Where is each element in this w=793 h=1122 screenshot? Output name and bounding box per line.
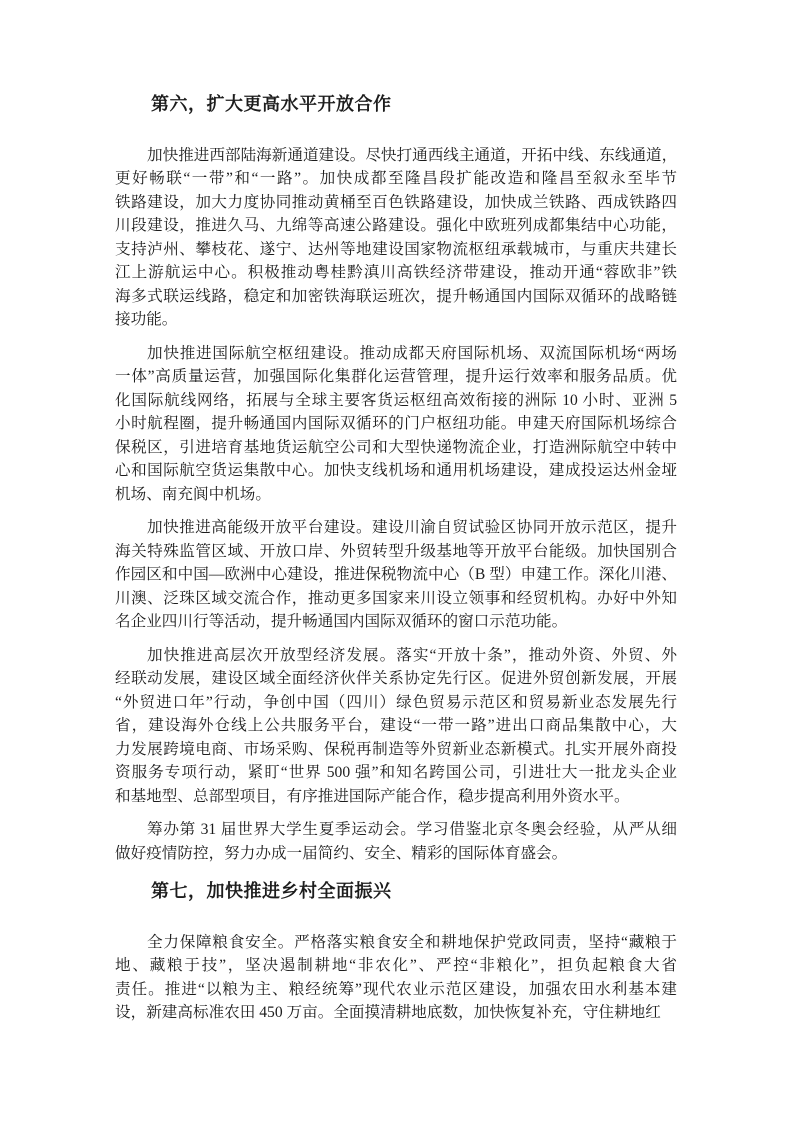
paragraph	[115, 144, 677, 332]
text-line: 全力保障粮食安全。严格落实粮食安全和耕地保护党政同责，坚持“藏粮于	[147, 933, 677, 951]
section-heading: 第六，扩大更高水平开放合作	[151, 94, 392, 114]
text-line: 铁路建设，加大力度协同推动黄桶至百色铁路建设，加快成兰铁路、西成铁路四	[115, 193, 677, 211]
text-line: 筹办第 31 届世界大学生夏季运动会。学习借鉴北京冬奥会经验，从严从细	[147, 821, 677, 838]
paragraph	[115, 931, 677, 1025]
text-line: 做好疫情防控，努力办成一届简约、安全、精彩的国际体育盛会。	[115, 844, 568, 862]
text-line: 经联动发展，建设区域全面经济伙伴关系协定先行区。促进外贸创新发展，开展	[115, 670, 677, 687]
text-line: 心和国际航空货运集散中心。加快支线机场和通用机场建设，建成投运达州金垭	[115, 462, 677, 479]
text-line: 川段建设，推进久马、九绵等高速公路建设。强化中欧班列成都集结中心功能，	[115, 217, 677, 234]
text-line: 作园区和中国—欧洲中心建设，推进保税物流中心（B 型）申建工作。深化川港、	[115, 566, 677, 583]
text-line: 加快推进高层次开放型经济发展。落实“开放十条”，推动外资、外贸、外	[147, 646, 677, 664]
text-line: 保税区，引进培育基地货运航空公司和大型快递物流企业，打造洲际航空中转中	[115, 438, 677, 456]
text-line: 支持泸州、攀枝花、遂宁、达州等地建设国家物流枢纽承载城市，与重庆共建长	[115, 240, 677, 258]
text-line: 地、藏粮于技”，坚决遏制耕地“非农化”、严控“非粮化”，担负起粮食大省	[115, 957, 677, 974]
text-line: 一体”高质量运营，加强国际化集群化运营管理，提升运行效率和服务品质。优	[115, 368, 677, 385]
text-line: 江上游航运中心。积极推动粤桂黔滇川高铁经济带建设，推动开通“蓉欧非”铁	[115, 264, 677, 281]
text-line: 加快推进西部陆海新通道建设。尽快打通西线主通道，开拓中线、东线通道，	[147, 146, 677, 164]
paragraph	[115, 342, 677, 507]
paragraph	[115, 644, 677, 809]
text-line: 和基地型、总部型项目，有序推进国际产能合作，稳步提高利用外资水平。	[115, 787, 630, 805]
text-line: 海关特殊监管区域、开放口岸、外贸转型升级基地等开放平台能级。加快国别合	[115, 542, 677, 560]
text-line: 接功能。	[115, 311, 178, 328]
text-line: 化国际航线网络，拓展与全球主要客货运枢纽高效衔接的洲际 10 小时、亚洲 5	[115, 391, 677, 409]
section-heading: 第七，加快推进乡村全面振兴	[151, 881, 392, 901]
paragraph	[115, 818, 677, 865]
text-line: 设，新建高标准农田 450 万亩。全面摸清耕地底数，加快恢复补充，守住耕地红	[115, 1004, 661, 1021]
text-line: 名企业四川行等活动，提升畅通国内国际双循环的窗口示范功能。	[115, 613, 568, 630]
text-line: 小时航程圈，提升畅通国内国际双循环的门户枢纽功能。申建天府国际机场综合	[115, 415, 677, 432]
text-line: 机场、南充阆中机场。	[115, 485, 271, 503]
text-line: 海多式联运线路，稳定和加密铁海联运班次，提升畅通国内国际双循环的战略链	[115, 287, 677, 305]
text-line: 责任。推进“以粮为主、粮经统筹”现代农业示范区建设，加强农田水利基本建	[115, 980, 677, 998]
text-line: 力发展跨境电商、市场采购、保税再制造等外贸新业态新模式。扎实开展外商投	[115, 740, 677, 758]
text-line: 省，建设海外仓线上公共服务平台，建设“一带一路”进出口商品集散中心，大	[115, 717, 677, 734]
text-line: 加快推进国际航空枢纽建设。推动成都天府国际机场、双流国际机场“两场	[147, 344, 677, 362]
text-line: “外贸进口年”行动，争创中国（四川）绿色贸易示范区和贸易新业态发展先行	[115, 693, 677, 711]
text-line: 加快推进高能级开放平台建设。建设川渝自贸试验区协同开放示范区，提升	[147, 519, 677, 536]
paragraph	[115, 516, 677, 634]
document-content	[115, 93, 677, 1035]
text-line: 川澳、泛珠区域交流合作，推动更多国家来川设立领事和经贸机构。办好中外知	[115, 589, 677, 607]
text-line: 资服务专项行动，紧盯“世界 500 强”和知名跨国公司，引进壮大一批龙头企业	[115, 764, 677, 781]
text-line: 更好畅联“一带”和“一路”。加快成都至隆昌段扩能改造和隆昌至叙永至毕节	[115, 170, 677, 187]
